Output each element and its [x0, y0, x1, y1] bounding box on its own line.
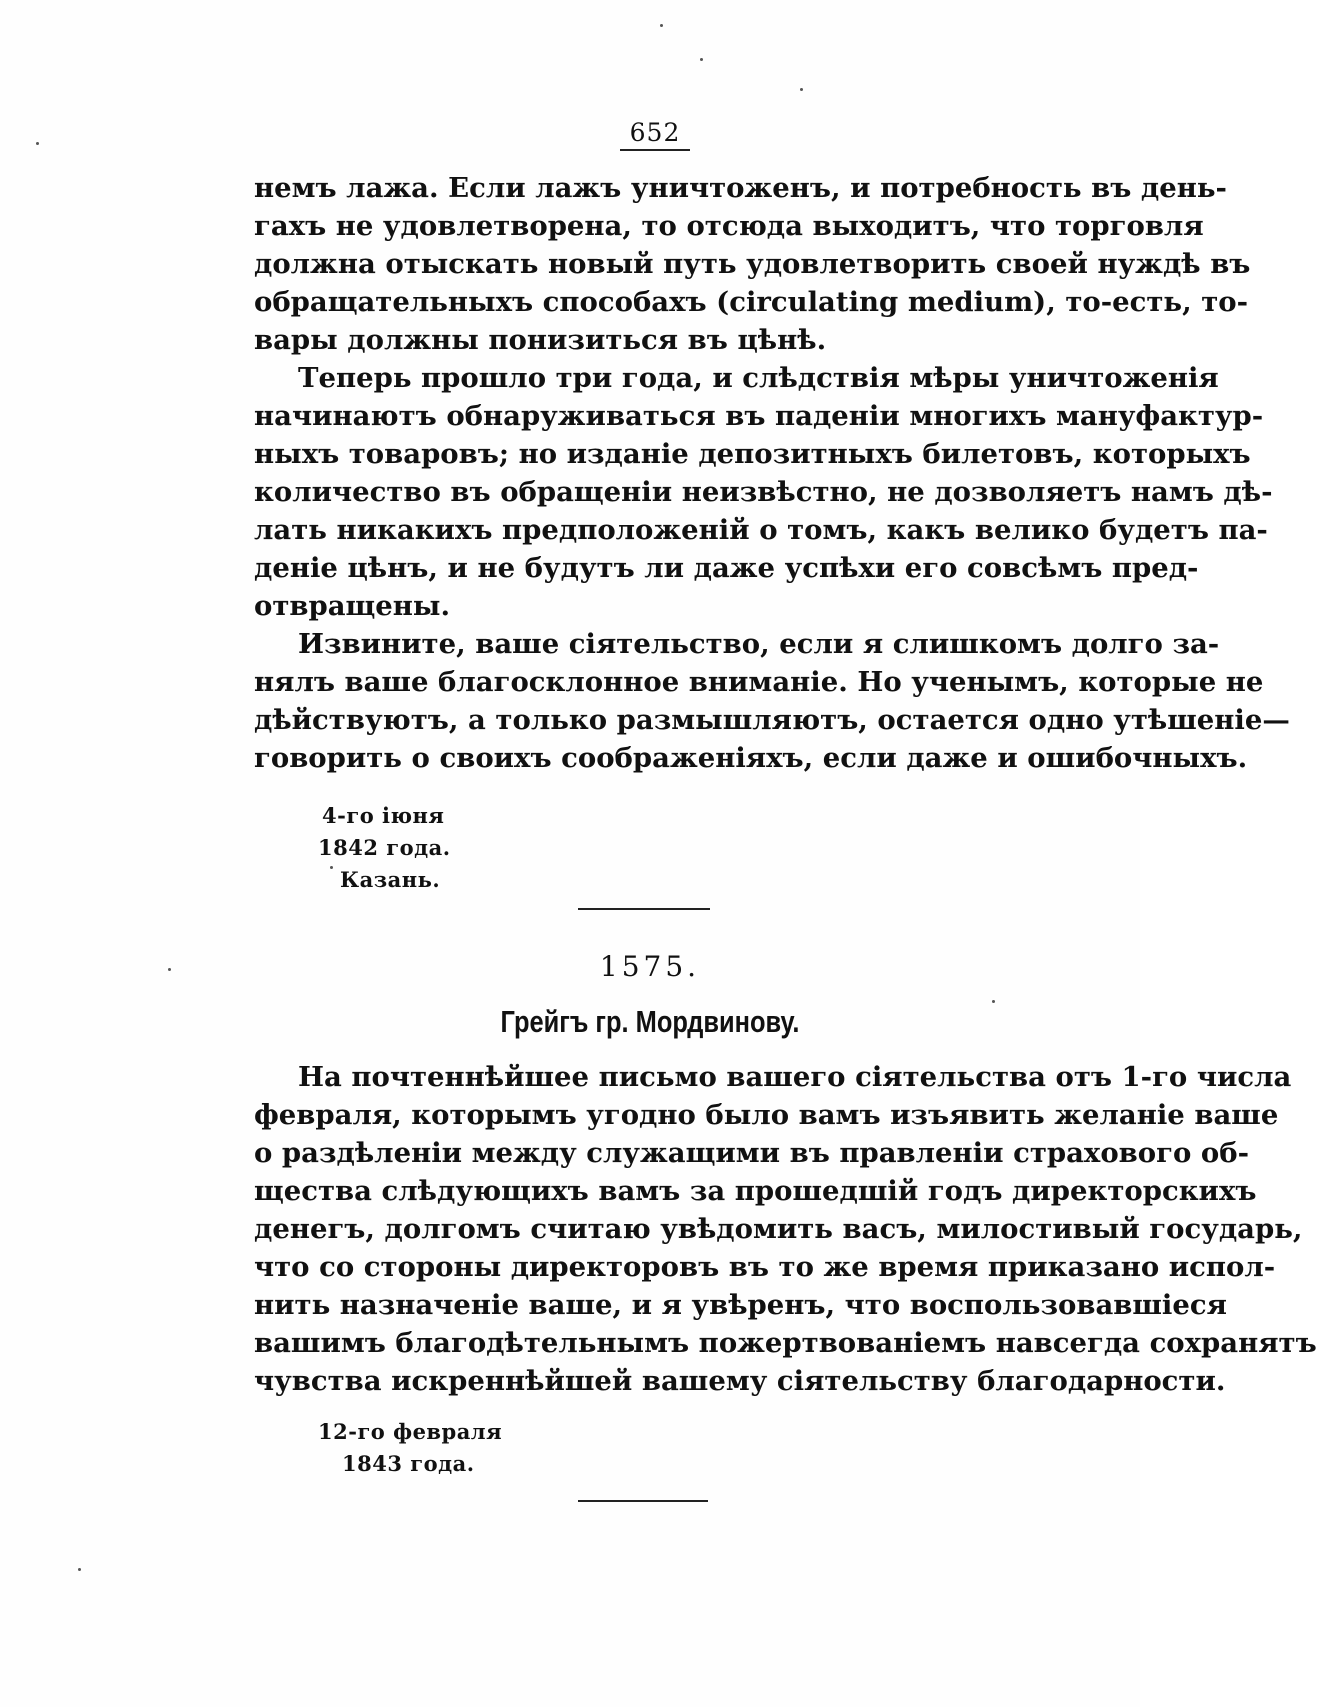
previous-letter-date-year: 1842 года.: [318, 835, 451, 860]
scan-speck: [36, 142, 39, 145]
letter-body: [254, 1058, 1317, 1400]
text-line: о раздѣленіи между служащими въ правленіи страхового об-: [254, 1137, 1249, 1169]
scan-speck: [168, 968, 171, 971]
previous-letter-date-day: 4-го іюня: [322, 803, 445, 828]
text-line: обращательныхъ способахъ (circulating medium), то-есть, то-: [254, 286, 1249, 318]
text-line: количество въ обращеніи неизвѣстно, не дозволяетъ намъ дѣ-: [254, 476, 1273, 508]
text-line: деніе цѣнъ, и не будутъ ли даже успѣхи его совсѣмъ пред-: [254, 552, 1199, 584]
text-line: Теперь прошло три года, и слѣдствія мѣры уничтоженія: [298, 362, 1219, 394]
text-line: немъ лажа. Если лажъ уничтоженъ, и потребность въ день-: [254, 172, 1227, 204]
scan-speck: [330, 866, 333, 869]
text-line: чувства искреннѣйшей вашему сіятельству благодарности.: [254, 1365, 1226, 1397]
scan-speck: [78, 1568, 81, 1571]
scan-speck: [660, 24, 663, 27]
text-line: На почтеннѣйшее письмо вашего сіятельства отъ 1-го числа: [298, 1061, 1292, 1093]
letter-number: 1575.: [599, 950, 701, 983]
text-line: февраля, которымъ угодно было вамъ изъявить желаніе ваше: [254, 1099, 1279, 1131]
scan-speck: [700, 58, 703, 61]
text-line: отвращены.: [254, 590, 451, 622]
previous-letter-place: Казань.: [340, 867, 441, 892]
text-line: начинаютъ обнаруживаться въ паденіи многихъ мануфактур-: [254, 400, 1264, 432]
text-line: говорить о своихъ соображеніяхъ, если даже и ошибочныхъ.: [254, 742, 1248, 774]
letter-heading: Грейгъ гр. Мордвинову.: [500, 1004, 800, 1039]
text-line: гахъ не удовлетворена, то отсюда выходитъ, что торговля: [254, 210, 1204, 242]
text-line: лать никакихъ предположеній о томъ, какъ велико будетъ па-: [254, 514, 1268, 546]
text-line: нить назначеніе ваше, и я увѣренъ, что воспользовавшіеся: [254, 1289, 1227, 1321]
text-line: должна отыскать новый путь удовлетворить своей нуждѣ въ: [254, 248, 1251, 280]
text-line: дѣйствуютъ, а только размышляютъ, остается одно утѣшеніе—: [254, 704, 1290, 736]
section-divider: [578, 1500, 708, 1502]
text-line: щества слѣдующихъ вамъ за прошедшій годъ директорскихъ: [254, 1175, 1257, 1207]
text-line: вары должны понизиться въ цѣнѣ.: [254, 324, 827, 356]
scan-speck: [800, 88, 803, 91]
section-divider: [578, 908, 710, 910]
text-line: Извините, ваше сіятельство, если я слишкомъ долго за-: [298, 628, 1220, 660]
letter-date-year: 1843 года.: [342, 1451, 475, 1476]
letter-date-day: 12-го февраля: [318, 1419, 503, 1444]
text-line: ныхъ товаровъ; но изданіе депозитныхъ билетовъ, которыхъ: [254, 438, 1251, 470]
previous-letter-body: [254, 169, 1290, 777]
text-line: что со стороны директоровъ въ то же время приказано испол-: [254, 1251, 1276, 1283]
text-line: вашимъ благодѣтельнымъ пожертвованіемъ навсегда сохранятъ: [254, 1327, 1317, 1359]
text-line: нялъ ваше благосклонное вниманіе. Но ученымъ, которые не: [254, 666, 1264, 698]
page-number: 652: [620, 118, 690, 151]
text-line: денегъ, долгомъ считаю увѣдомить васъ, милостивый государь,: [254, 1213, 1303, 1245]
scan-speck: [992, 1000, 995, 1003]
